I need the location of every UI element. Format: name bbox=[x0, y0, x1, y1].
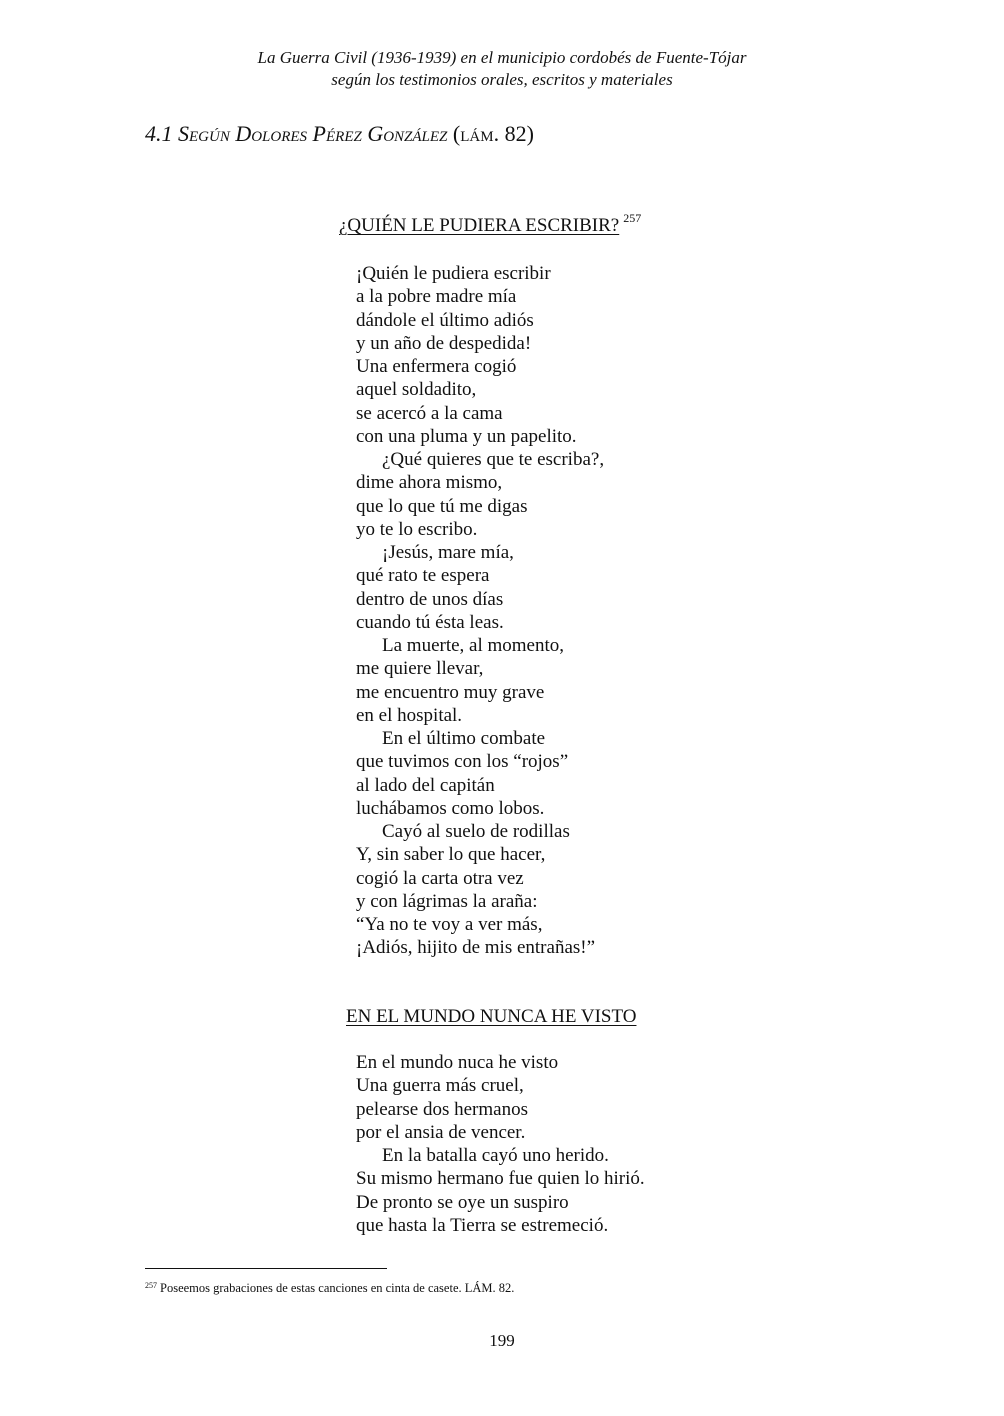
poem-title-2 bbox=[346, 1005, 636, 1029]
poem-line: que tuvimos con los “rojos” bbox=[356, 751, 569, 773]
footnote bbox=[145, 1280, 514, 1296]
poem-line: Cayó al suelo de rodillas bbox=[382, 821, 570, 842]
poem-line: por el ansia de vencer. bbox=[356, 1121, 526, 1143]
footnote-number: 257 bbox=[145, 1281, 157, 1290]
poem-line: yo te lo escribo. bbox=[356, 518, 478, 540]
poem-line: luchábamos como lobos. bbox=[356, 797, 545, 819]
poem-line: dentro de unos días bbox=[356, 588, 504, 610]
poem-line: En el último combate bbox=[382, 728, 546, 749]
poem-title-1 bbox=[339, 211, 642, 238]
poem-line: La muerte, al momento, bbox=[382, 635, 565, 656]
running-header bbox=[0, 47, 1004, 91]
poem-line: a la pobre madre mía bbox=[356, 286, 517, 308]
poem-line: Y, sin saber lo que hacer, bbox=[356, 844, 546, 866]
poem-line: qué rato te espera bbox=[356, 565, 490, 587]
poem-line: “Ya no te voy a ver más, bbox=[356, 914, 543, 935]
poem-line: Una guerra más cruel, bbox=[356, 1075, 524, 1097]
poem-line: y un año de despedida! bbox=[356, 332, 532, 354]
poem-line: con una pluma y un papelito. bbox=[356, 425, 577, 447]
poem-line: se acercó a la cama bbox=[356, 402, 503, 424]
footnote-divider bbox=[145, 1268, 387, 1269]
poem-line: Su mismo hermano fue quien lo hirió. bbox=[356, 1168, 645, 1190]
poem-line: Una enfermera cogió bbox=[356, 356, 517, 377]
poem-line: aquel soldadito, bbox=[356, 379, 477, 401]
poem-line: dime ahora mismo, bbox=[356, 472, 503, 494]
poem-line: ¡Jesús, mare mía, bbox=[382, 542, 514, 563]
section-heading-plate-ref: (lám. 82) bbox=[452, 121, 534, 146]
poem-line: en el hospital. bbox=[356, 704, 463, 726]
poem-line: que hasta la Tierra se estremeció. bbox=[356, 1214, 609, 1236]
running-header-line-1: La Guerra Civil (1936-1939) en el municipio cordobés de Fuente-Tójar bbox=[257, 48, 747, 67]
poem-1-body bbox=[356, 262, 604, 960]
poem-line: ¡Quién le pudiera escribir bbox=[356, 263, 551, 284]
poem-line: ¡Adiós, hijito de mis entrañas!” bbox=[356, 937, 596, 959]
poem-line: me encuentro muy grave bbox=[356, 681, 545, 703]
poem-line: pelearse dos hermanos bbox=[356, 1098, 528, 1120]
poem-line: En el mundo nuca he visto bbox=[356, 1052, 559, 1073]
poem-2-body bbox=[356, 1051, 645, 1237]
poem-line: y con lágrimas la araña: bbox=[356, 890, 538, 912]
running-header-line-2: según los testimonios orales, escritos y materiales bbox=[331, 70, 673, 89]
footnote-marker[interactable]: 257 bbox=[623, 211, 642, 225]
poem-line: cuando tú ésta leas. bbox=[356, 611, 504, 633]
poem-line: De pronto se oye un suspiro bbox=[356, 1191, 569, 1213]
poem-line: dándole el último adiós bbox=[356, 309, 534, 331]
poem-line: al lado del capitán bbox=[356, 774, 495, 796]
poem-title-2-text: EN EL MUNDO NUNCA HE VISTO bbox=[346, 1006, 637, 1027]
poem-line: cogió la carta otra vez bbox=[356, 867, 524, 889]
poem-line: En la batalla cayó uno herido. bbox=[382, 1145, 609, 1166]
poem-line: que lo que tú me digas bbox=[356, 495, 528, 517]
page-number: 199 bbox=[489, 1331, 515, 1350]
section-heading-title: 4.1 Según Dolores Pérez González bbox=[145, 121, 448, 146]
footnote-text: Poseemos grabaciones de estas canciones en cinta de casete. LÁM. 82. bbox=[160, 1281, 515, 1295]
poem-line: ¿Qué quieres que te escriba?, bbox=[382, 449, 605, 470]
poem-title-1-text: ¿QUIÉN LE PUDIERA ESCRIBIR? bbox=[339, 215, 620, 236]
section-heading bbox=[145, 120, 534, 148]
poem-line: me quiere llevar, bbox=[356, 658, 484, 680]
